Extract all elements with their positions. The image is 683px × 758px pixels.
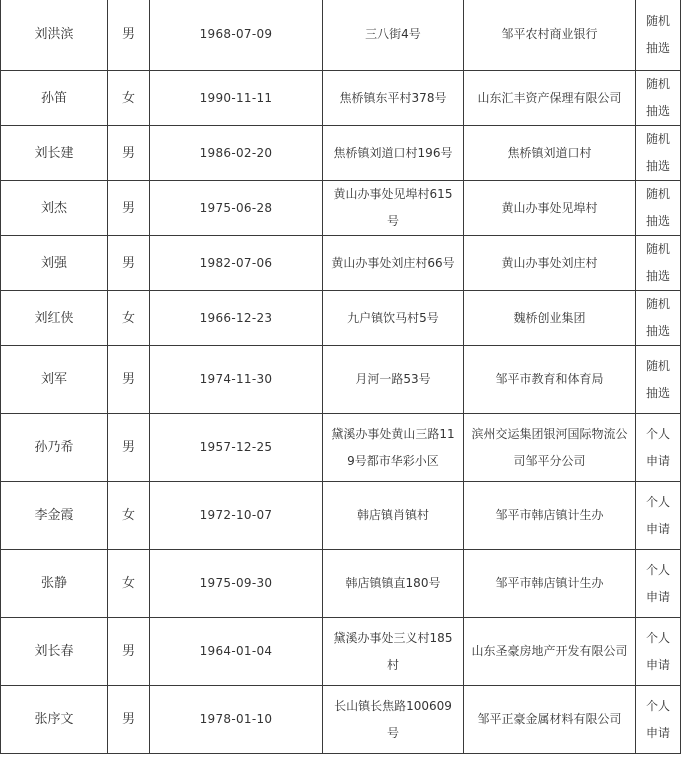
table-row [1, 346, 681, 414]
home-address: 黄山办事处刘庄村66号 [323, 236, 464, 291]
birth-date: 1975-06-28 [150, 181, 323, 236]
person-gender: 男 [108, 126, 150, 181]
birth-date: 1964-01-04 [150, 618, 323, 686]
home-address: 三八街4号 [323, 0, 464, 71]
person-name: 刘红侠 [1, 291, 108, 346]
home-address: 焦桥镇刘道口村196号 [323, 126, 464, 181]
home-address: 焦桥镇东平村378号 [323, 71, 464, 126]
home-address: 黄山办事处见埠村615号 [323, 181, 464, 236]
person-name: 张静 [1, 550, 108, 618]
person-name: 孙乃希 [1, 414, 108, 482]
work-unit: 邹平市教育和体育局 [464, 346, 636, 414]
selection-method: 个人申请 [636, 550, 681, 618]
work-unit: 邹平市韩店镇计生办 [464, 482, 636, 550]
person-gender: 男 [108, 181, 150, 236]
table-row [1, 126, 681, 181]
selection-method: 随机抽选 [636, 71, 681, 126]
person-gender: 女 [108, 71, 150, 126]
birth-date: 1978-01-10 [150, 686, 323, 754]
work-unit: 邹平正豪金属材料有限公司 [464, 686, 636, 754]
selection-method: 个人申请 [636, 686, 681, 754]
selection-method: 随机抽选 [636, 181, 681, 236]
work-unit: 滨州交运集团银河国际物流公司邹平分公司 [464, 414, 636, 482]
birth-date: 1972-10-07 [150, 482, 323, 550]
table-row [1, 71, 681, 126]
person-name: 刘长建 [1, 126, 108, 181]
work-unit: 黄山办事处刘庄村 [464, 236, 636, 291]
selection-method: 个人申请 [636, 482, 681, 550]
table-row [1, 0, 681, 71]
person-name: 刘强 [1, 236, 108, 291]
person-name: 刘杰 [1, 181, 108, 236]
home-address: 韩店镇镇直180号 [323, 550, 464, 618]
person-gender: 女 [108, 291, 150, 346]
work-unit: 焦桥镇刘道口村 [464, 126, 636, 181]
selection-method: 随机抽选 [636, 236, 681, 291]
selection-method: 随机抽选 [636, 346, 681, 414]
work-unit: 邹平市韩店镇计生办 [464, 550, 636, 618]
work-unit: 山东圣豪房地产开发有限公司 [464, 618, 636, 686]
birth-date: 1986-02-20 [150, 126, 323, 181]
birth-date: 1968-07-09 [150, 0, 323, 71]
person-name: 张序文 [1, 686, 108, 754]
table-row [1, 414, 681, 482]
table-row [1, 550, 681, 618]
table-row [1, 181, 681, 236]
person-gender: 男 [108, 686, 150, 754]
home-address: 月河一路53号 [323, 346, 464, 414]
birth-date: 1990-11-11 [150, 71, 323, 126]
selection-method: 随机抽选 [636, 291, 681, 346]
table-row [1, 618, 681, 686]
selection-method: 个人申请 [636, 618, 681, 686]
birth-date: 1966-12-23 [150, 291, 323, 346]
person-name: 刘长春 [1, 618, 108, 686]
home-address: 九户镇饮马村5号 [323, 291, 464, 346]
person-gender: 男 [108, 414, 150, 482]
person-name: 刘洪滨 [1, 0, 108, 71]
selection-method: 个人申请 [636, 414, 681, 482]
work-unit: 黄山办事处见埠村 [464, 181, 636, 236]
work-unit: 邹平农村商业银行 [464, 0, 636, 71]
table-row [1, 236, 681, 291]
person-name: 刘军 [1, 346, 108, 414]
birth-date: 1982-07-06 [150, 236, 323, 291]
person-gender: 女 [108, 550, 150, 618]
work-unit: 魏桥创业集团 [464, 291, 636, 346]
person-name: 李金霞 [1, 482, 108, 550]
person-gender: 男 [108, 618, 150, 686]
home-address: 黛溪办事处三义村185村 [323, 618, 464, 686]
home-address: 黛溪办事处黄山三路119号都市华彩小区 [323, 414, 464, 482]
birth-date: 1975-09-30 [150, 550, 323, 618]
selection-method: 随机抽选 [636, 126, 681, 181]
home-address: 韩店镇肖镇村 [323, 482, 464, 550]
selection-method: 随机抽选 [636, 0, 681, 71]
person-gender: 男 [108, 0, 150, 71]
birth-date: 1974-11-30 [150, 346, 323, 414]
person-gender: 男 [108, 346, 150, 414]
person-name: 孙笛 [1, 71, 108, 126]
table-row [1, 291, 681, 346]
person-gender: 男 [108, 236, 150, 291]
person-gender: 女 [108, 482, 150, 550]
home-address: 长山镇长焦路100609号 [323, 686, 464, 754]
table-row [1, 482, 681, 550]
birth-date: 1957-12-25 [150, 414, 323, 482]
work-unit: 山东汇丰资产保理有限公司 [464, 71, 636, 126]
table-row [1, 686, 681, 754]
